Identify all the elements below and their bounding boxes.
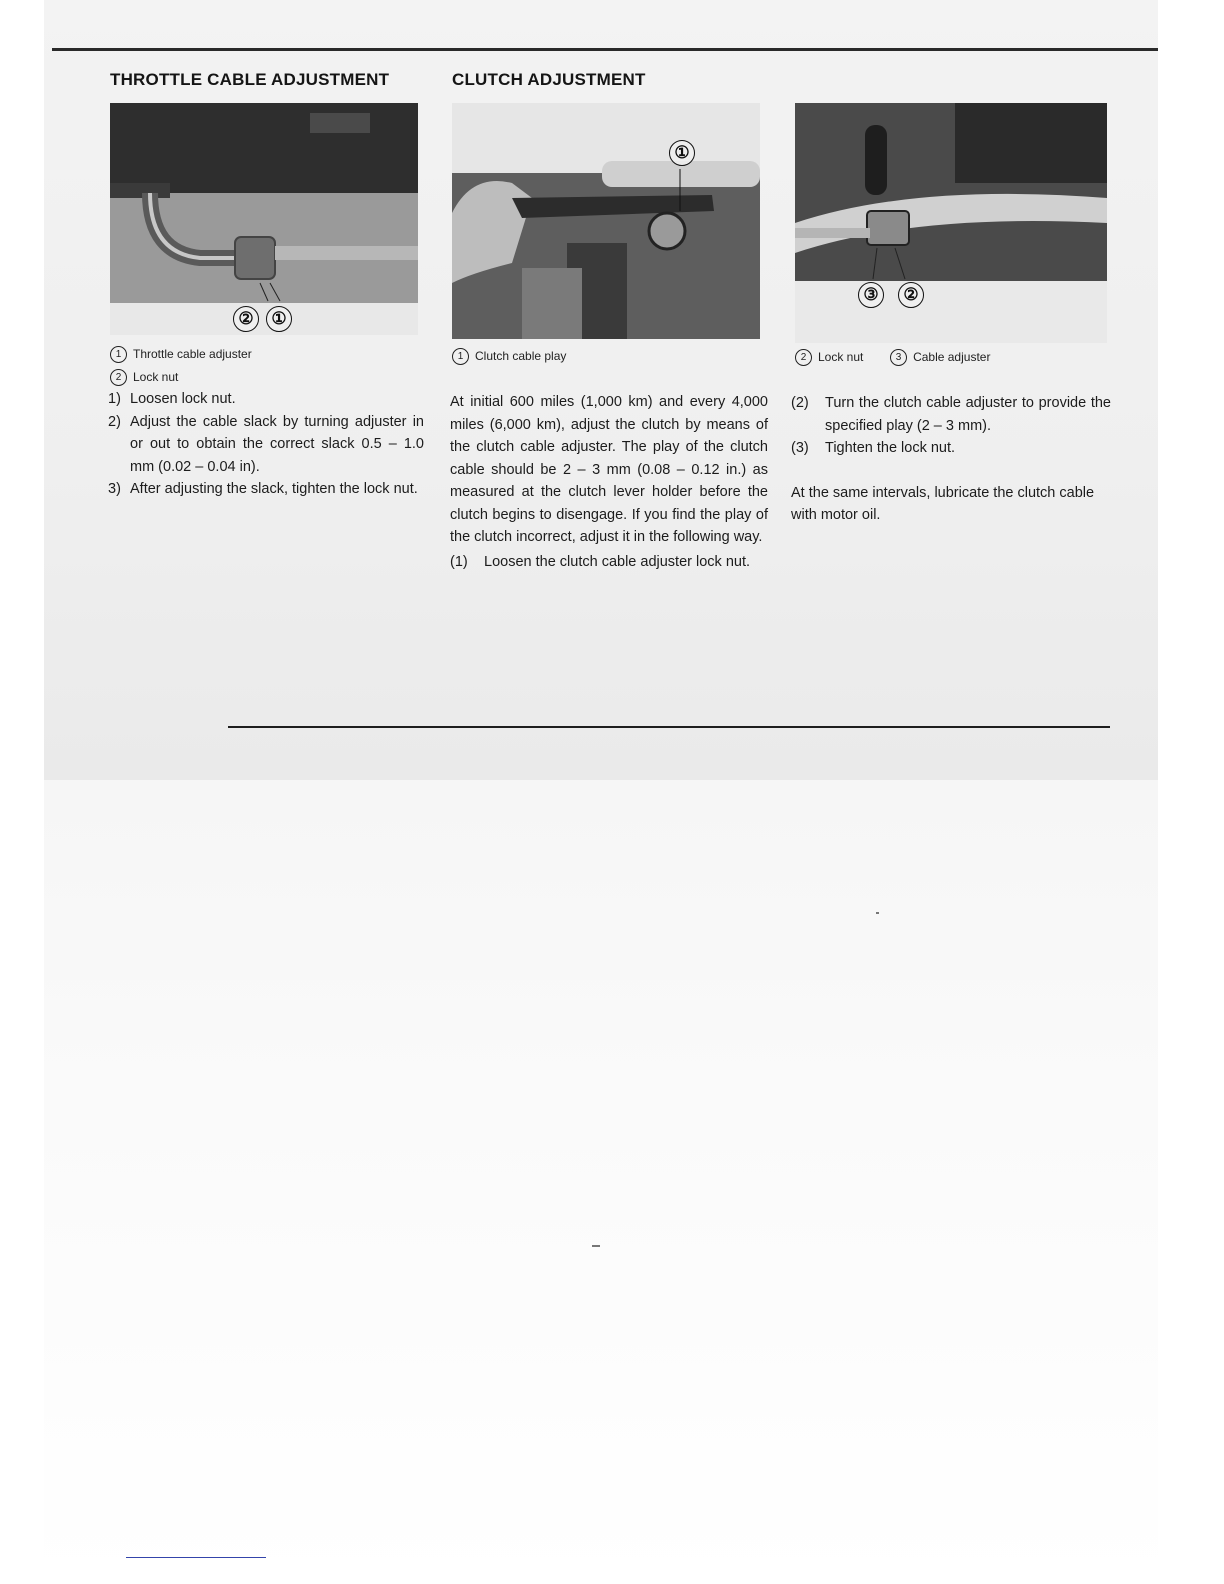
- list-item: [791, 437, 1111, 460]
- callout-throttle-adjuster: ①: [266, 306, 292, 332]
- footer-line: [126, 1557, 266, 1558]
- caption-marker: 1: [110, 346, 127, 363]
- caption-text: Throttle cable adjuster: [133, 347, 252, 361]
- list-item: [108, 478, 424, 501]
- step-number: 3): [108, 481, 121, 497]
- page-background: [44, 780, 1158, 1584]
- caption-text: Clutch cable play: [475, 349, 567, 363]
- step-text: Adjust the cable slack by turning adjuster in or out to obtain the correct slack 0.5 – 1.0 mm (0.02 – 0.04 in).: [130, 413, 424, 475]
- callout-lock-nut: ②: [898, 282, 924, 308]
- list-item: [450, 551, 768, 574]
- clutch-heading: CLUTCH ADJUSTMENT: [452, 70, 646, 89]
- caption-text: Cable adjuster: [913, 350, 991, 364]
- step-text: After adjusting the slack, tighten the lock nut.: [130, 481, 418, 497]
- step-number: (3): [791, 440, 809, 456]
- clutch-photo: [452, 103, 760, 339]
- callout-lock-nut: ②: [233, 306, 259, 332]
- list-item: [108, 388, 424, 411]
- clutch-cont-captions: [795, 346, 990, 368]
- clutch-cont-body: [791, 392, 1111, 549]
- step-number: 1): [108, 391, 121, 407]
- step-text: Turn the clutch cable adjuster to provide the specified play (2 – 3 mm).: [825, 395, 1111, 434]
- step-text: Loosen the clutch cable adjuster lock nut.: [484, 553, 750, 570]
- list-item: [108, 411, 424, 479]
- throttle-heading: THROTTLE CABLE ADJUSTMENT: [110, 70, 390, 89]
- top-rule: [52, 48, 1158, 51]
- throttle-caption-1: [110, 343, 252, 365]
- caption-text: Lock nut: [818, 350, 864, 364]
- clutch-intro: At initial 600 miles (1,000 km) and every 4,000 miles (6,000 km), adjust the clutch by means of the clutch cable adjuster. The play of the clutch cable should be 2 – 3 mm (0.08 – 0.12 in.) as measured at the clutch lever holder before the clutch begins to disengage. If you find the play of the clutch incorrect, adjust it in the following way.: [450, 394, 768, 545]
- list-item: [791, 392, 1111, 437]
- caption-text: Lock nut: [133, 370, 179, 384]
- lubrication-note: At the same intervals, lubricate the clutch cable with motor oil.: [791, 484, 1095, 523]
- step-text: Tighten the lock nut.: [825, 440, 956, 456]
- speck: [592, 1245, 600, 1247]
- caption-marker: 2: [110, 369, 127, 386]
- throttle-caption-2: [110, 366, 178, 388]
- caption-marker: 2: [795, 349, 812, 366]
- bottom-rule: [228, 726, 1110, 728]
- throttle-steps: [108, 388, 424, 501]
- step-number: 2): [108, 413, 121, 430]
- speck: [876, 912, 879, 914]
- caption-marker: 3: [890, 349, 907, 366]
- step-number: (2): [791, 395, 809, 411]
- throttle-photo: [110, 103, 418, 335]
- step-number: (1): [450, 553, 468, 570]
- callout-cable-adjuster: ③: [858, 282, 884, 308]
- caption-marker: 1: [452, 348, 469, 365]
- clutch-body: [450, 391, 768, 573]
- step-text: Loosen lock nut.: [130, 391, 236, 407]
- clutch-adjuster-photo: [795, 103, 1107, 343]
- clutch-caption: [452, 345, 566, 367]
- callout-clutch-play: ①: [669, 140, 695, 166]
